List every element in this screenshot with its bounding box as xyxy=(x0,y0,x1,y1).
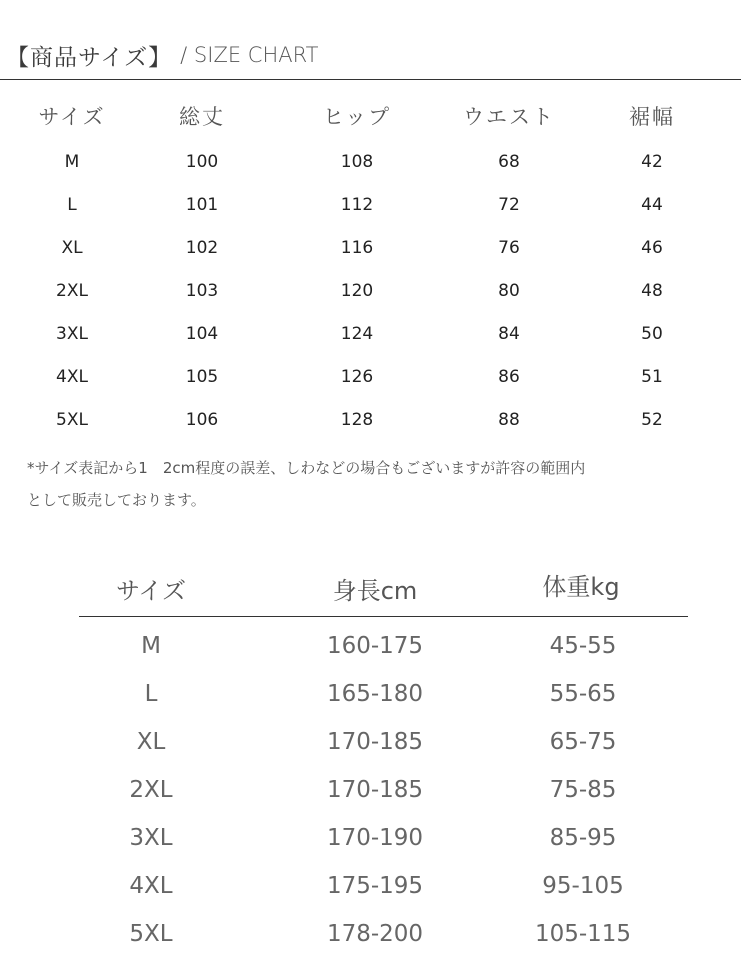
height-cell: 165-180 xyxy=(326,681,424,707)
waist-cell: 76 xyxy=(498,237,520,258)
total-length-cell: 101 xyxy=(185,194,219,215)
garment-size-table xyxy=(0,92,750,441)
table-row xyxy=(0,910,750,958)
size-cell: 5XL xyxy=(129,921,173,947)
header-size: サイズ xyxy=(38,105,106,129)
height-cell: 178-200 xyxy=(326,921,424,947)
total-length-cell: 106 xyxy=(185,409,219,430)
fit-guide-table xyxy=(0,560,750,616)
table-row xyxy=(0,622,750,670)
hem-width-cell: 48 xyxy=(641,280,663,301)
total-length-cell: 103 xyxy=(185,280,219,301)
size-cell: XL xyxy=(61,237,83,258)
weight-cell: 65-75 xyxy=(549,729,617,755)
title-japanese: 【商品サイズ】 xyxy=(6,44,173,71)
hem-width-cell: 44 xyxy=(641,194,663,215)
waist-cell: 72 xyxy=(498,194,520,215)
size-cell: M xyxy=(64,151,80,172)
hem-width-cell: 42 xyxy=(641,151,663,172)
title-divider xyxy=(0,79,741,80)
weight-cell: 45-55 xyxy=(549,633,617,659)
fit-guide-divider xyxy=(79,616,688,617)
waist-cell: 88 xyxy=(498,409,520,430)
size-cell: 2XL xyxy=(56,280,88,301)
header-hip: ヒップ xyxy=(322,105,392,129)
hem-width-cell: 51 xyxy=(641,366,663,387)
table-row xyxy=(0,183,750,226)
header-total-length: 総丈 xyxy=(179,105,225,129)
table-row xyxy=(0,226,750,269)
hip-cell: 120 xyxy=(340,280,374,301)
height-cell: 170-185 xyxy=(326,777,424,803)
hem-width-cell: 50 xyxy=(641,323,663,344)
table-row xyxy=(0,140,750,183)
waist-cell: 86 xyxy=(498,366,520,387)
table-row xyxy=(0,312,750,355)
fit-guide-table-body xyxy=(0,622,750,958)
hip-cell: 124 xyxy=(340,323,374,344)
note-line-2: として販売しております。 xyxy=(27,491,206,509)
height-cell: 170-190 xyxy=(326,825,424,851)
size-cell: 4XL xyxy=(129,873,173,899)
size-cell: 2XL xyxy=(129,777,173,803)
fit-guide-table-header xyxy=(0,560,750,616)
size-cell: 3XL xyxy=(129,825,173,851)
size-cell: XL xyxy=(136,729,166,755)
hip-cell: 112 xyxy=(340,194,374,215)
note-line-1: *サイズ表記から1 2cm程度の誤差、しわなどの場合もございますが許容の範囲内 xyxy=(27,459,586,477)
size-cell: 5XL xyxy=(56,409,88,430)
weight-cell: 105-115 xyxy=(534,921,632,947)
size-cell: L xyxy=(144,681,158,707)
waist-cell: 68 xyxy=(498,151,520,172)
total-length-cell: 104 xyxy=(185,323,219,344)
table-row xyxy=(0,398,750,441)
header-size: サイズ xyxy=(115,576,187,605)
title-english: / SIZE CHART xyxy=(180,43,319,67)
hem-width-cell: 52 xyxy=(641,409,663,430)
header-waist: ウエスト xyxy=(463,105,555,129)
hem-width-cell: 46 xyxy=(641,237,663,258)
hip-cell: 108 xyxy=(340,151,374,172)
table-row xyxy=(0,269,750,312)
hip-cell: 126 xyxy=(340,366,374,387)
header-hem-width: 裾幅 xyxy=(629,105,675,129)
hip-cell: 116 xyxy=(340,237,374,258)
table-row xyxy=(0,670,750,718)
garment-size-table-body xyxy=(0,140,750,441)
size-cell: 4XL xyxy=(56,366,88,387)
hip-cell: 128 xyxy=(340,409,374,430)
height-cell: 175-195 xyxy=(326,873,424,899)
table-row xyxy=(0,355,750,398)
total-length-cell: 102 xyxy=(185,237,219,258)
garment-size-table-header xyxy=(0,92,750,140)
page-title xyxy=(6,30,740,80)
table-row xyxy=(0,814,750,862)
size-cell: 3XL xyxy=(56,323,88,344)
table-row xyxy=(0,862,750,910)
height-cell: 170-185 xyxy=(326,729,424,755)
size-cell: M xyxy=(141,633,161,659)
waist-cell: 80 xyxy=(498,280,520,301)
header-weight: 体重kg xyxy=(542,572,620,601)
weight-cell: 55-65 xyxy=(549,681,617,707)
height-cell: 160-175 xyxy=(326,633,424,659)
weight-cell: 95-105 xyxy=(542,873,624,899)
size-note xyxy=(27,452,727,516)
waist-cell: 84 xyxy=(498,323,520,344)
table-row xyxy=(0,766,750,814)
total-length-cell: 105 xyxy=(185,366,219,387)
weight-cell: 85-95 xyxy=(549,825,617,851)
header-height: 身長cm xyxy=(332,576,418,605)
weight-cell: 75-85 xyxy=(549,777,617,803)
total-length-cell: 100 xyxy=(185,151,219,172)
table-row xyxy=(0,718,750,766)
size-cell: L xyxy=(67,194,77,215)
